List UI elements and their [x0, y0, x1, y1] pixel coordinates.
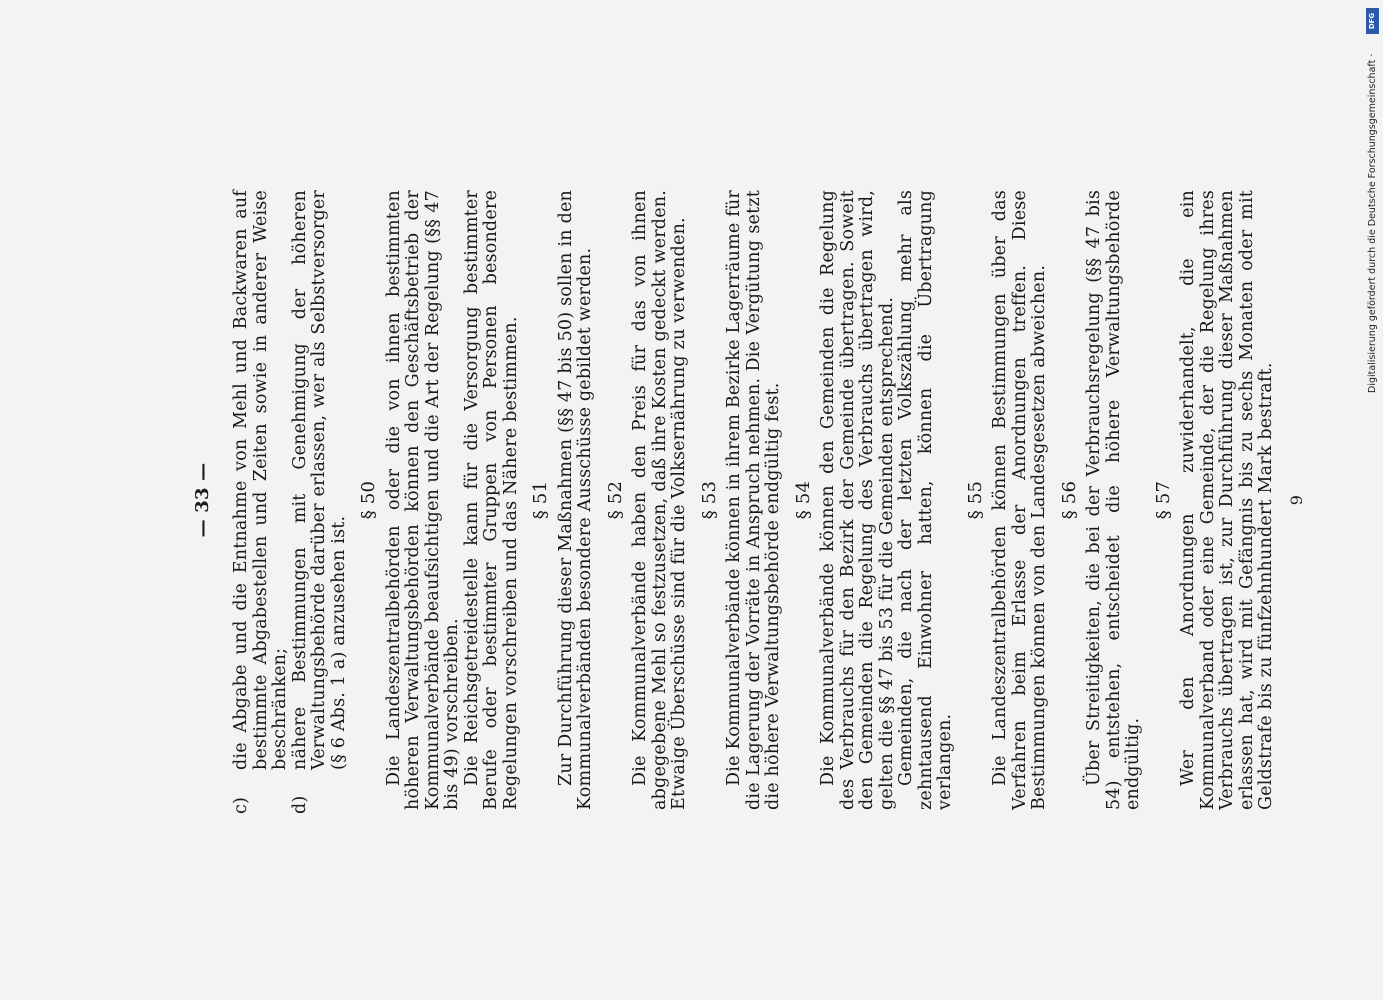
paragraph: Die Reichsgetreidestelle kann für die Versorgung bestimmter Berufe oder bestimmter Gruppen von Personen besondere Regelungen vorschreiben und das Nähere bestimmen. — [461, 190, 521, 810]
list-item-text: die Abgabe und die Entnahme von Mehl und Backwaren auf bestimmte Abgabestellen und Zeiten sowie in anderer Weise beschränken; — [231, 190, 290, 770]
paragraph: Die Landeszentralbehörden können Bestimmungen über das Verfahren beim Erlasse der Anordnungen treffen. Diese Bestimmungen können von den Landesgesetzen abweichen. — [990, 190, 1049, 810]
paragraph: Die Kommunalverbände können den Gemeinden die Regelung des Verbrauchs für den Bezirk der Gemeinde übertragen. Soweit den Gemeinden die Regelung des Verbrauchs übertragen wird, gelten die §§ 47 bis 53 für die Gemeinden entsprechend. — [818, 190, 897, 810]
paragraph: Wer den Anordnungen zuwiderhandelt, die ein Kommunalverband oder eine Gemeinde, der die Regelung ihres Verbrauchs übertragen ist, zur Durchführung dieser Maßnahmen erlassen hat, wird mit Gefängnis bis zu sechs Monaten oder mit Geldstrafe bis zu fünfzehnhundert Mark bestraft. — [1178, 190, 1276, 810]
list-item-label: c) — [231, 796, 251, 814]
dfg-watermark — [1366, 8, 1380, 393]
dfg-logo-icon — [1366, 8, 1379, 34]
section-heading-55: § 55 — [964, 480, 986, 520]
section-heading-52: § 52 — [604, 480, 626, 520]
paragraph: Gemeinden, die nach der letzten Volkszählung mehr als zehntausend Einwohner hatten, können die Übertragung verlangen. — [896, 190, 955, 810]
dfg-logo-text: DFG — [1368, 12, 1377, 30]
signature-mark: 9 — [1286, 494, 1306, 506]
paragraph: Die Kommunalverbände haben den Preis für das von ihnen abgegebene Mehl so festzusetzen, daß ihre Kosten gedeckt werden. Etwaige Überschüsse sind für die Volksernährung zu verwenden. — [630, 190, 689, 810]
paragraph: Zur Durchführung dieser Maßnahmen (§§ 47 bis 50) sollen in den Kommunalverbänden besondere Ausschüsse gebildet werden. — [555, 190, 595, 810]
paragraph: Die Landeszentralbehörden oder die von ihnen bestimmten höheren Verwaltungsbehörden können den Geschäftsbetrieb der Kommunalverbände beaufsichtigen und die Art der Regelung (§§ 47 bis 49) vorschreiben. — [383, 190, 462, 810]
list-item-text: nähere Bestimmungen mit Genehmigung der höheren Verwaltungsbehörde darüber erlassen, wer als Selbstversorger (§ 6 Abs. 1 a) anzusehen ist. — [289, 190, 349, 770]
list-item-c — [231, 190, 291, 814]
dfg-credit-text: Digitalisierung gefördert durch die Deutsche Forschungsgemeinschaft · — [1367, 53, 1378, 393]
paragraph: Über Streitigkeiten, die bei der Verbrauchsregelung (§§ 47 bis 54) entstehen, entscheidet die höhere Verwaltungsbehörde endgültig. — [1084, 190, 1143, 810]
section-heading-51: § 51 — [530, 480, 551, 520]
paragraph: Die Kommunalverbände können in ihrem Bezirke Lagerräume für die Lagerung der Vorräte in Anspruch nehmen. Die Vergütung setzt die höhere Verwaltungsbehörde endgültig fest. — [724, 190, 783, 810]
section-heading-56: § 56 — [1058, 480, 1080, 520]
rotated-document-page — [102, 150, 1306, 850]
page-number-header: — 33 — — [192, 462, 213, 538]
section-heading-53: § 53 — [698, 480, 720, 520]
list-item-label: d) — [289, 795, 310, 814]
list-item-d — [289, 190, 350, 814]
section-heading-50: § 50 — [358, 480, 379, 520]
section-heading-57: § 57 — [1152, 480, 1174, 520]
section-heading-54: § 54 — [792, 480, 814, 520]
